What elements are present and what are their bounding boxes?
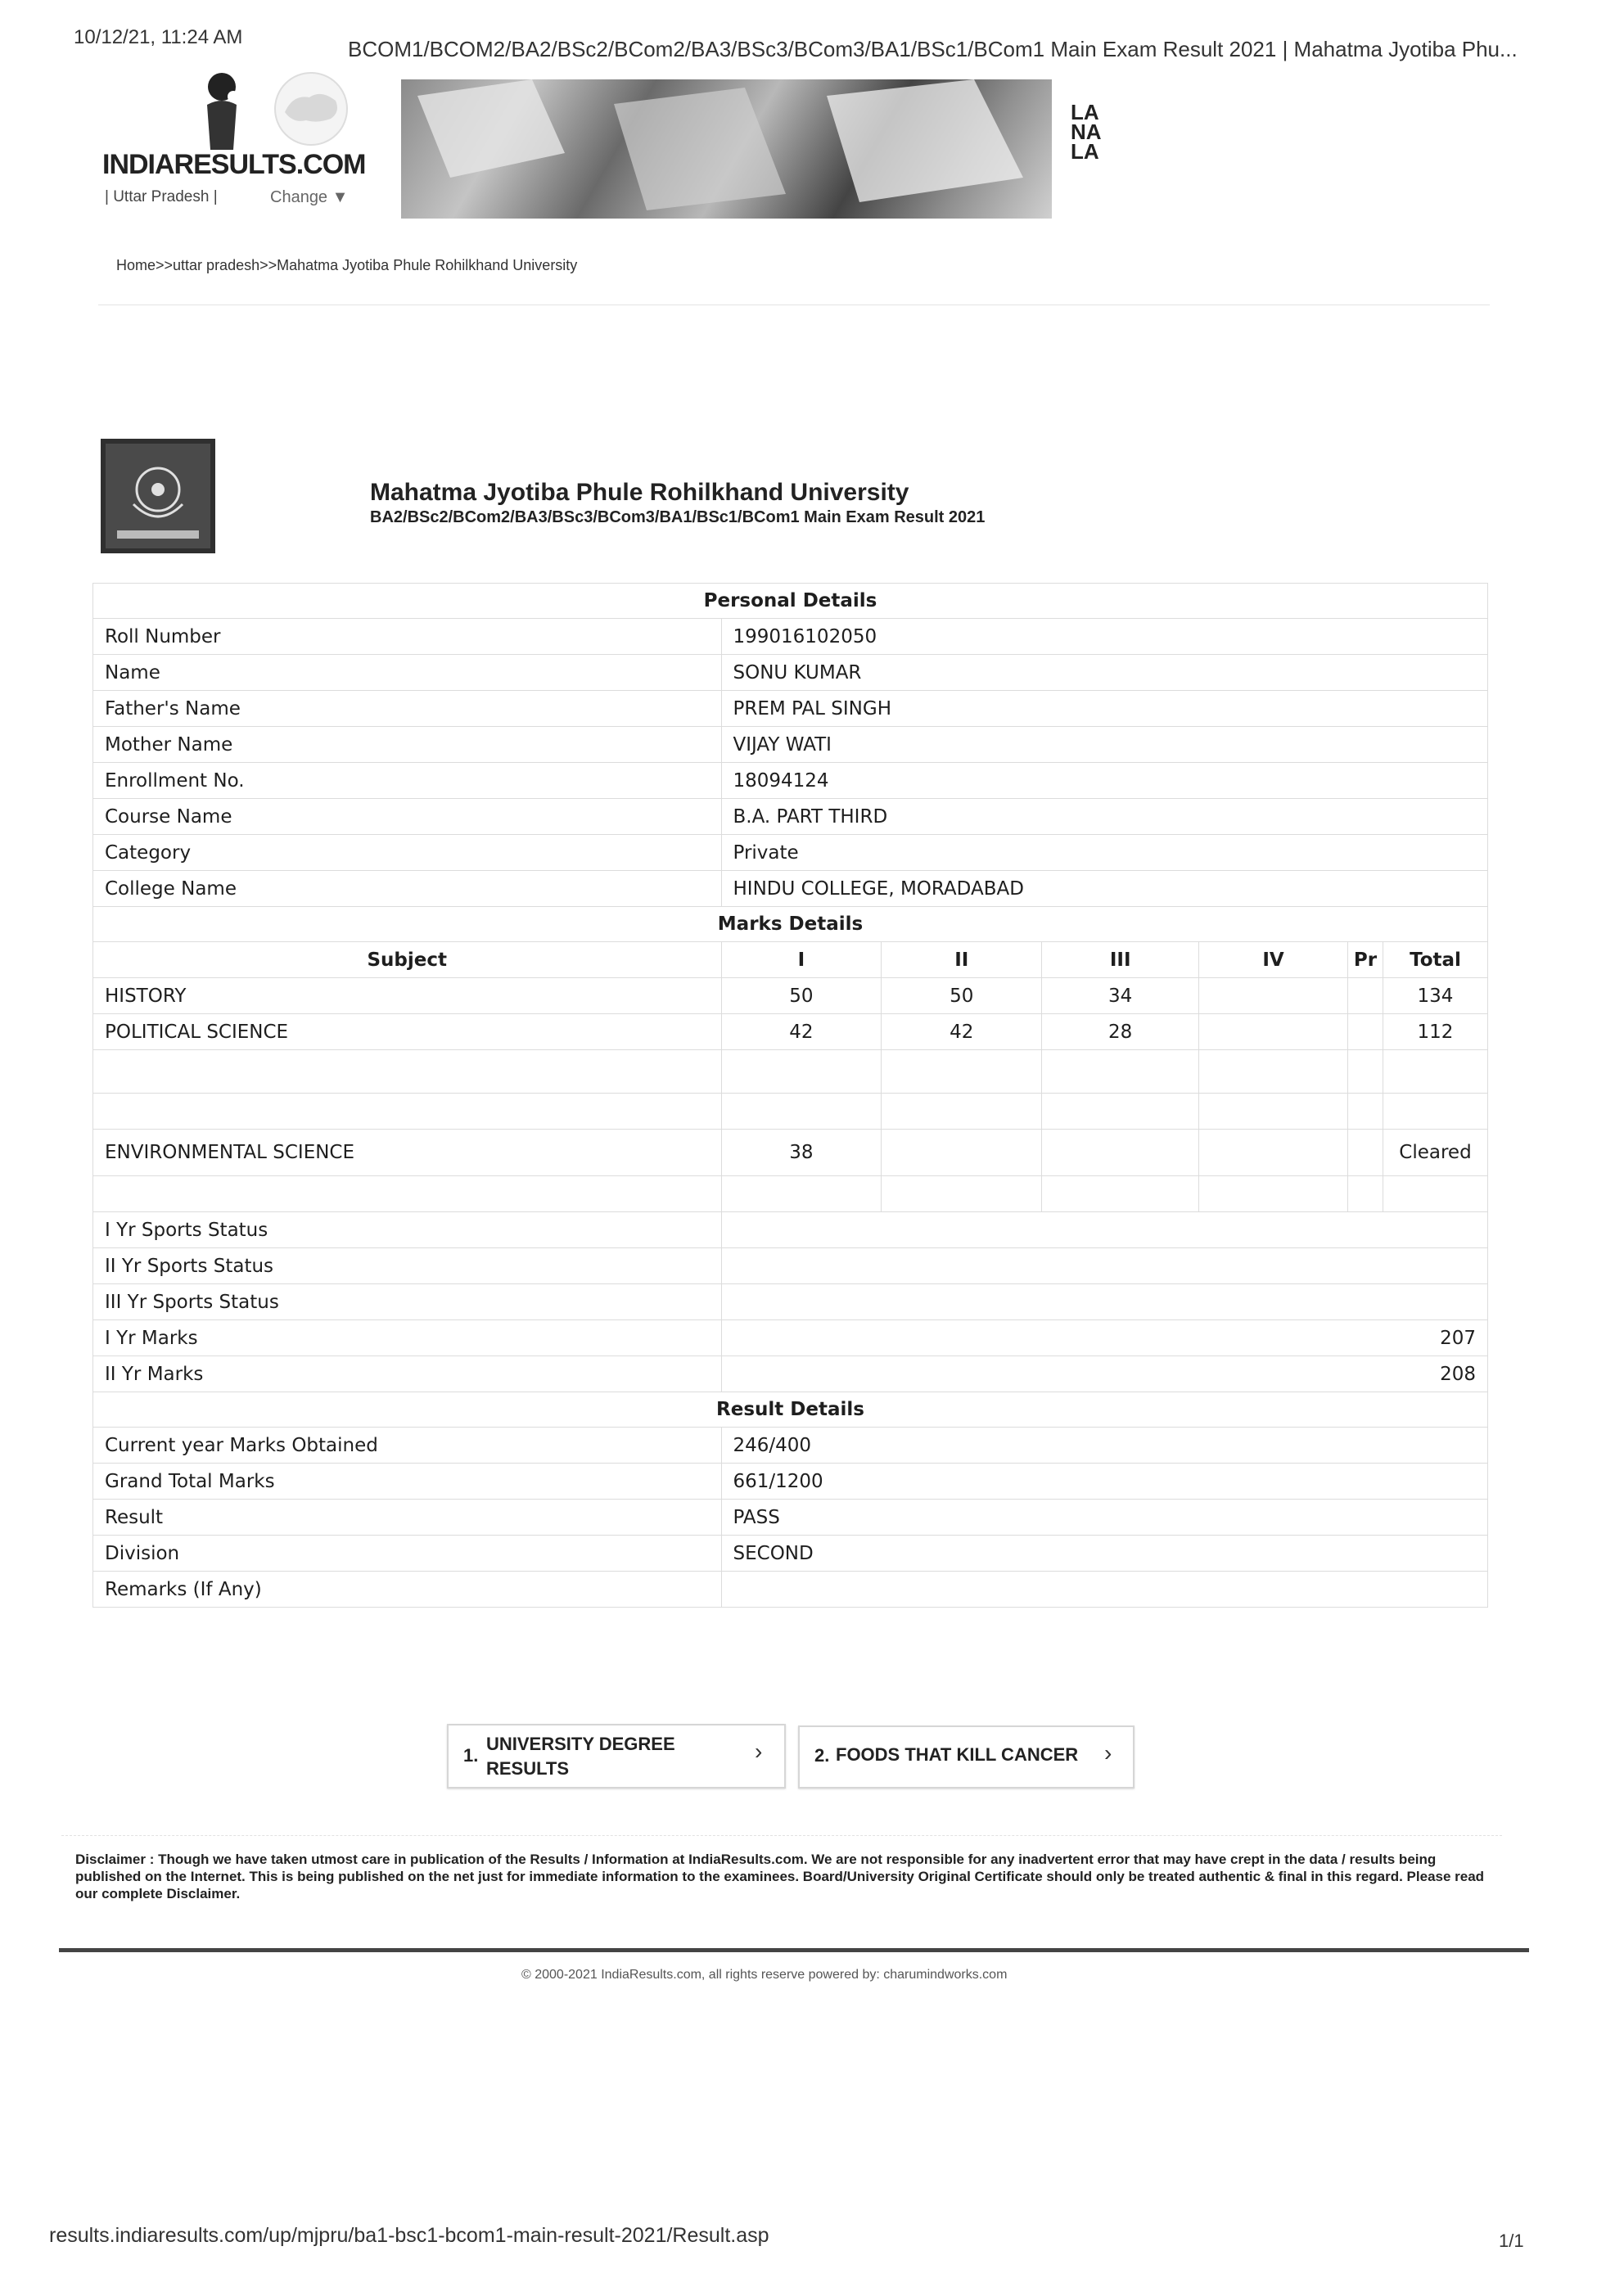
field-value: 208 — [721, 1356, 1488, 1392]
table-row — [93, 1356, 1488, 1392]
marks-cell: 42 — [721, 1014, 882, 1050]
table-row — [93, 1130, 1488, 1176]
ad-banner-image[interactable] — [401, 79, 1052, 219]
field-value: 199016102050 — [721, 619, 1488, 655]
total-cell: 112 — [1383, 1014, 1487, 1050]
card-label-line: RESULTS — [486, 1758, 570, 1779]
field-label: II Yr Sports Status — [93, 1248, 722, 1284]
marks-cell: 38 — [721, 1130, 882, 1176]
table-row — [93, 655, 1488, 691]
column-header: II — [882, 942, 1042, 978]
column-header: IV — [1199, 942, 1348, 978]
column-header: Pr — [1348, 942, 1383, 978]
print-url: results.indiaresults.com/up/mjpru/ba1-bsc1-bcom1-main-result-2021/Result.asp — [49, 2224, 769, 2247]
banner-side-text — [1071, 100, 1102, 164]
marks-cell: 28 — [1042, 1014, 1199, 1050]
table-row — [93, 1248, 1488, 1284]
field-label: I Yr Marks — [93, 1320, 722, 1356]
field-label: Roll Number — [93, 619, 722, 655]
marks-cell — [1199, 1014, 1348, 1050]
marks-cell — [1348, 978, 1383, 1014]
marks-cell: 50 — [721, 978, 882, 1014]
field-label: Current year Marks Obtained — [93, 1428, 722, 1464]
table-row — [93, 1212, 1488, 1248]
university-name: Mahatma Jyotiba Phule Rohilkhand University — [370, 479, 909, 506]
field-value: 18094124 — [721, 763, 1488, 799]
table-row — [93, 1500, 1488, 1536]
card-number: 2. — [814, 1745, 830, 1766]
card-label — [486, 1732, 675, 1781]
table-row — [93, 1014, 1488, 1050]
marks-cell: 34 — [1042, 978, 1199, 1014]
empty-row — [93, 1094, 1488, 1130]
table-row — [93, 691, 1488, 727]
table-row — [93, 763, 1488, 799]
field-label: III Yr Sports Status — [93, 1284, 722, 1320]
field-value: 246/400 — [721, 1428, 1488, 1464]
banner-side-line: NA — [1071, 120, 1102, 144]
subject-name: ENVIRONMENTAL SCIENCE — [93, 1130, 722, 1176]
disclaimer-text: Disclaimer : Though we have taken utmost care in publication of the Results / Information at IndiaResults.com. We are not responsible for any inadvertent error that may have crept in the data / results being published on the Internet. This is being published on the net just for immediate information to the examinees. Board/University Original Certificate should only be treated authentic & final in this regard. Please read our complete Disclaimer. — [75, 1852, 1485, 1901]
subject-name: POLITICAL SCIENCE — [93, 1014, 722, 1050]
table-row — [93, 1536, 1488, 1572]
print-date: 10/12/21, 11:24 AM — [74, 26, 243, 48]
field-value: VIJAY WATI — [721, 727, 1488, 763]
field-value: B.A. PART THIRD — [721, 799, 1488, 835]
table-row — [93, 619, 1488, 655]
field-label: Name — [93, 655, 722, 691]
exam-title: BA2/BSc2/BCom2/BA3/BSc3/BCom3/BA1/BSc1/BCom1 Main Exam Result 2021 — [370, 508, 986, 526]
table-row — [93, 835, 1488, 871]
university-emblem — [101, 439, 215, 553]
table-row — [93, 1320, 1488, 1356]
total-cell: Cleared — [1383, 1130, 1487, 1176]
column-header: Total — [1383, 942, 1487, 978]
field-value — [721, 1572, 1488, 1608]
field-label: College Name — [93, 871, 722, 907]
table-row — [93, 727, 1488, 763]
marks-header-row — [93, 942, 1488, 978]
result-details-heading: Result Details — [93, 1392, 1488, 1428]
field-value: 661/1200 — [721, 1464, 1488, 1500]
field-label: Category — [93, 835, 722, 871]
logo-wordmark[interactable]: INDIARESULTS.COM — [102, 149, 366, 180]
marks-cell: 42 — [882, 1014, 1042, 1050]
state-label: | Uttar Pradesh | — [105, 188, 218, 205]
personal-details-heading: Personal Details — [93, 584, 1488, 619]
column-header: I — [721, 942, 882, 978]
marks-details-heading: Marks Details — [93, 907, 1488, 942]
field-value: SONU KUMAR — [721, 655, 1488, 691]
card-label: FOODS THAT KILL CANCER — [836, 1744, 1079, 1765]
state-map-icon — [270, 70, 352, 147]
field-value: PREM PAL SINGH — [721, 691, 1488, 727]
print-page-title: BCOM1/BCOM2/BA2/BSc2/BCom2/BA3/BSc3/BCom3/BA1/BSc1/BCom1 Main Exam Result 2021 | Mahatma Jyotiba Phu... — [348, 37, 1518, 61]
table-row — [93, 1284, 1488, 1320]
total-cell: 134 — [1383, 978, 1487, 1014]
field-value: SECOND — [721, 1536, 1488, 1572]
table-row — [93, 1464, 1488, 1500]
print-page-number: 1/1 — [1499, 2231, 1524, 2251]
banner-side-line: LA — [1071, 100, 1099, 124]
table-row — [93, 1428, 1488, 1464]
field-value: Private — [721, 835, 1488, 871]
column-header: Subject — [93, 942, 722, 978]
field-value: HINDU COLLEGE, MORADABAD — [721, 871, 1488, 907]
field-label: II Yr Marks — [93, 1356, 722, 1392]
chevron-right-icon: › — [755, 1739, 763, 1764]
field-label: Mother Name — [93, 727, 722, 763]
card-label-line: UNIVERSITY DEGREE — [486, 1734, 675, 1754]
link-card-university-degree-results[interactable] — [447, 1724, 786, 1789]
empty-row — [93, 1050, 1488, 1094]
chevron-right-icon: › — [1104, 1740, 1112, 1766]
change-state-link[interactable]: Change ▼ — [270, 188, 349, 206]
field-value: 207 — [721, 1320, 1488, 1356]
result-table — [92, 583, 1488, 1608]
field-label: I Yr Sports Status — [93, 1212, 722, 1248]
table-row — [93, 871, 1488, 907]
marks-cell — [1199, 978, 1348, 1014]
subject-name: HISTORY — [93, 978, 722, 1014]
field-value — [721, 1284, 1488, 1320]
person-silhouette-icon — [201, 72, 250, 150]
column-header: III — [1042, 942, 1199, 978]
table-row — [93, 799, 1488, 835]
banner-side-line: LA — [1071, 139, 1099, 164]
link-card-foods-that-kill-cancer[interactable] — [798, 1725, 1135, 1789]
field-label: Grand Total Marks — [93, 1464, 722, 1500]
card-number: 1. — [463, 1745, 479, 1766]
field-label: Enrollment No. — [93, 763, 722, 799]
field-label: Father's Name — [93, 691, 722, 727]
field-value: PASS — [721, 1500, 1488, 1536]
marks-cell: 50 — [882, 978, 1042, 1014]
field-value — [721, 1248, 1488, 1284]
table-row — [93, 978, 1488, 1014]
field-label: Course Name — [93, 799, 722, 835]
marks-cell — [1348, 1014, 1383, 1050]
copyright-text: © 2000-2021 IndiaResults.com, all rights reserve powered by: charumindworks.com — [521, 1968, 1008, 1982]
breadcrumb[interactable]: Home>>uttar pradesh>>Mahatma Jyotiba Phule Rohilkhand University — [116, 257, 578, 273]
table-row — [93, 1572, 1488, 1608]
footer-divider — [59, 1948, 1529, 1952]
field-label: Result — [93, 1500, 722, 1536]
divider — [98, 304, 1490, 305]
field-label: Remarks (If Any) — [93, 1572, 722, 1608]
banner-papers-graphic — [401, 79, 1052, 219]
field-label: Division — [93, 1536, 722, 1572]
empty-row — [93, 1176, 1488, 1212]
field-value — [721, 1212, 1488, 1248]
